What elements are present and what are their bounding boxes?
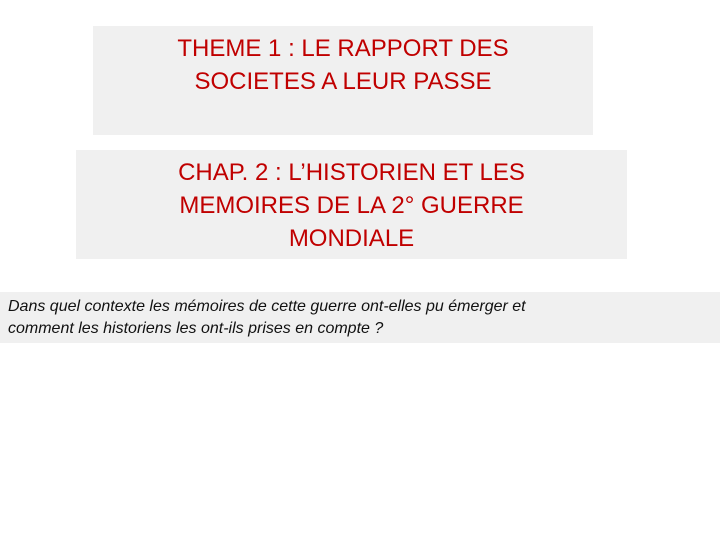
theme-title-line-2: SOCIETES A LEUR PASSE (194, 68, 492, 95)
problem-question (0, 292, 720, 340)
chapter-title-box (76, 150, 627, 259)
theme-title-box (93, 26, 593, 135)
theme-title-line-1: THEME 1 : LE RAPPORT DES (177, 35, 509, 62)
theme-title (93, 26, 593, 98)
chapter-title (76, 150, 627, 255)
problem-question-line-2: comment les historiens les ont-ils prises en compte ? (8, 320, 384, 337)
problem-question-box (0, 292, 720, 343)
problem-question-line-1: Dans quel contexte les mémoires de cette guerre ont-elles pu émerger et (8, 298, 526, 315)
chapter-title-line-1: CHAP. 2 : L’HISTORIEN ET LES (178, 159, 525, 186)
chapter-title-line-3: MONDIALE (288, 225, 415, 252)
chapter-title-line-2: MEMOIRES DE LA 2° GUERRE (179, 192, 524, 219)
